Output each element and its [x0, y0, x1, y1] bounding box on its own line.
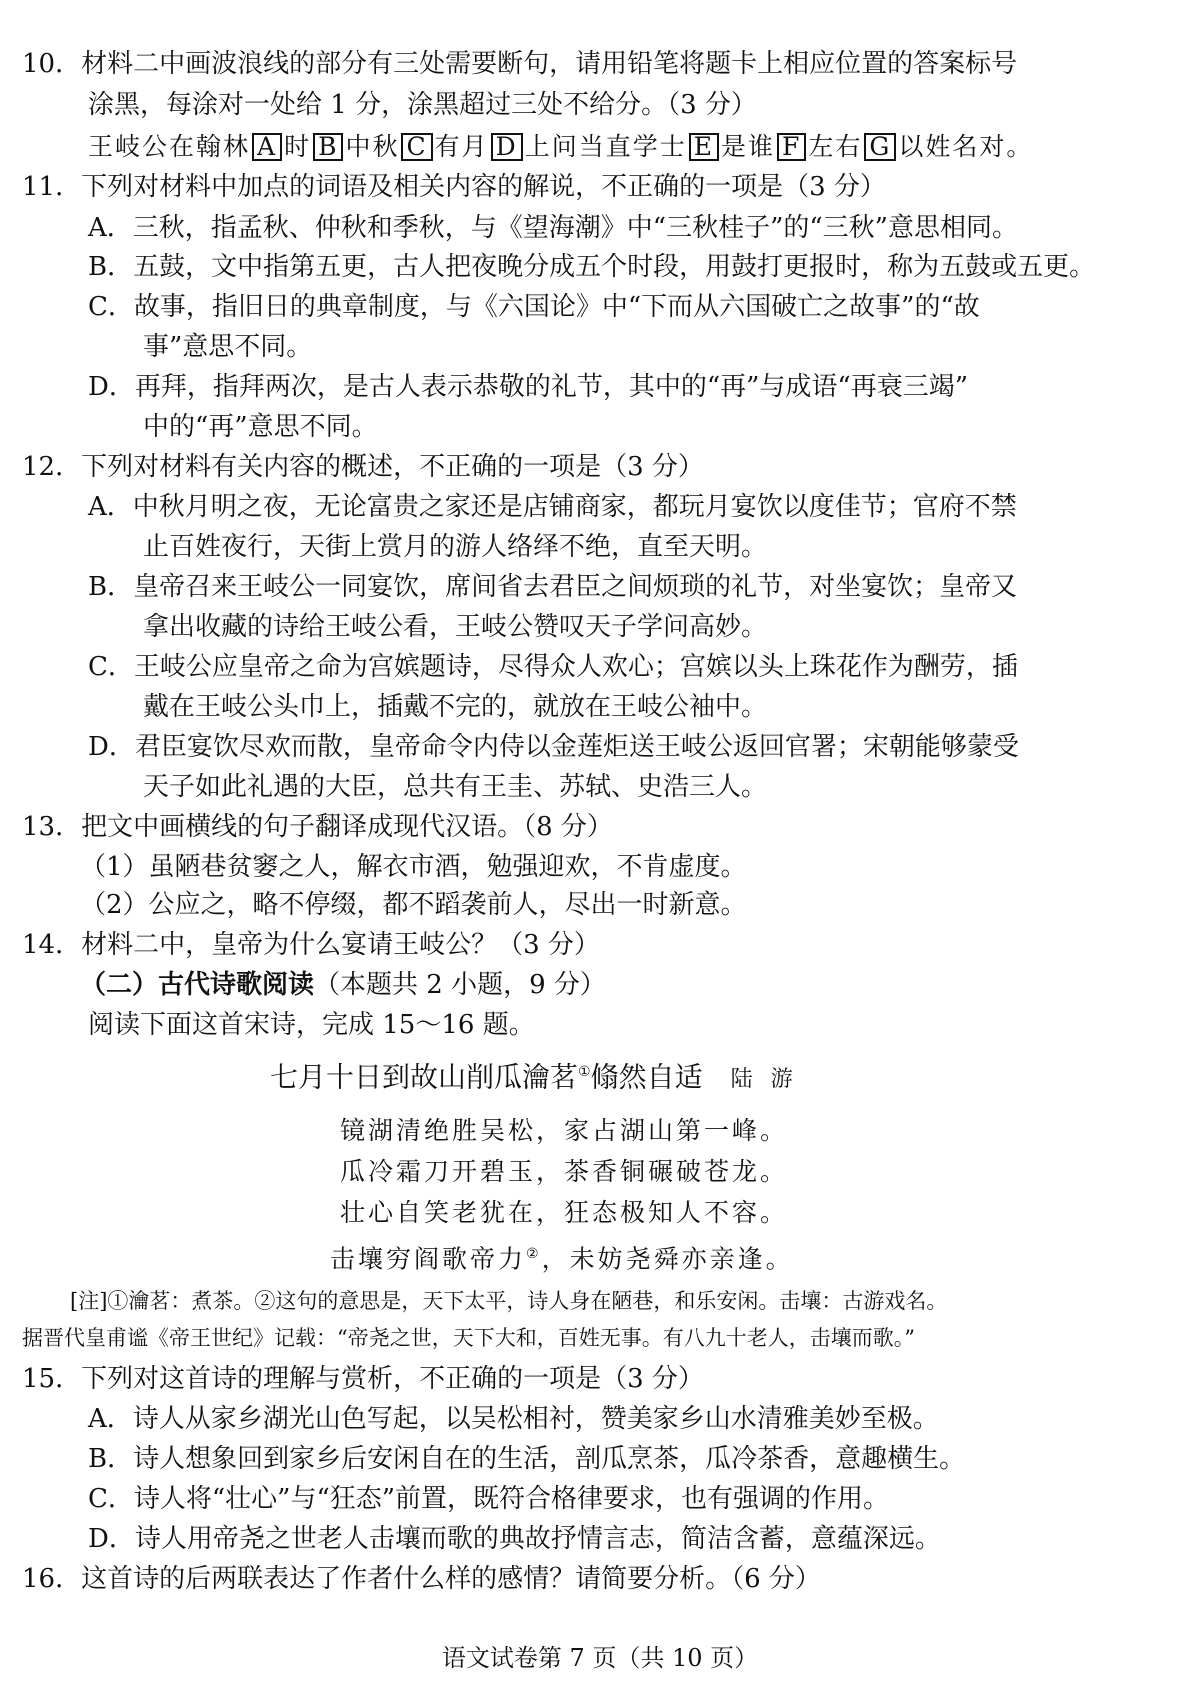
- q11-option-c-line1: C．故事，指旧日的典章制度，与《六国论》中“下而从六国破亡之故事”的“故: [88, 292, 980, 322]
- q10-punctuation-passage: [88, 131, 1033, 163]
- q13-sentence-1: （1）虽陋巷贫窭之人，解衣市酒，勉强迎欢，不肯虚度。: [80, 852, 747, 882]
- q12-option-a-line1: A．中秋月明之夜，无论富贵之家还是店铺商家，都玩月宴饮以度佳节；官府不禁: [88, 492, 1017, 522]
- q15-option-b: B．诗人想象回到家乡后安闲自在的生活，剖瓜烹茶，瓜冷茶香，意趣横生。: [88, 1444, 966, 1474]
- q12-option-d-line2: 天子如此礼遇的大臣，总共有王圭、苏轼、史浩三人。: [143, 772, 768, 802]
- q16-stem: 16．这首诗的后两联表达了作者什么样的感情？请简要分析。（6 分）: [22, 1564, 821, 1594]
- poem-title-part2: 翛然自适: [590, 1060, 703, 1094]
- poem-title: [270, 1055, 811, 1097]
- q12-stem: 12．下列对材料有关内容的概述，不正确的一项是（3 分）: [22, 452, 704, 482]
- q10-stem-line2: 涂黑，每涂对一处给 1 分，涂黑超过三处不给分。（3 分）: [88, 90, 757, 120]
- q11-option-d-line1: D．再拜，指拜两次，是古人表示恭敬的礼节，其中的“再”与成语“再衰三竭”: [88, 372, 969, 402]
- q11-option-c-line2: 事”意思不同。: [143, 332, 313, 362]
- q13-sentence-2: （2）公应之，略不停缀，都不蹈袭前人，尽出一时新意。: [80, 890, 747, 920]
- poem-line-3: 壮心自笑老犹在，狂态极知人不容。: [340, 1198, 789, 1227]
- poem-line-4-note-mark: ②: [526, 1246, 542, 1262]
- q11-option-d-line2: 中的“再”意思不同。: [143, 412, 378, 442]
- poem-line-4-part1: 击壤穷阎歌帝力: [330, 1244, 527, 1274]
- q12-option-b-line1: B．皇帝召来王岐公一同宴饮，席间省去君臣之间烦琐的礼节，对坐宴饮；皇帝又: [88, 572, 1018, 602]
- q10-segment-5: 上问当直学士: [524, 132, 687, 161]
- q10-segment-3: 中秋: [345, 132, 400, 161]
- poem-line-4: [330, 1238, 794, 1275]
- q10-box-a: A: [252, 133, 282, 161]
- section-instruction: 阅读下面这首宋诗，完成 15～16 题。: [88, 1010, 535, 1040]
- q12-option-c-line2: 戴在王岐公头巾上，插戴不完的，就放在王岐公袖中。: [143, 692, 768, 722]
- q10-box-e: E: [689, 133, 719, 161]
- q15-stem: 15．下列对这首诗的理解与赏析，不正确的一项是（3 分）: [22, 1364, 704, 1394]
- q12-option-c-line1: C．王岐公应皇帝之命为宫嫔题诗，尽得众人欢心；宫嫔以头上珠花作为酬劳，插: [88, 652, 1018, 682]
- q10-stem-line1: 10．材料二中画波浪线的部分有三处需要断句，请用铅笔将题卡上相应位置的答案标号: [22, 49, 1018, 79]
- q11-option-a: A．三秋，指孟秋、仲秋和季秋，与《望海潮》中“三秋桂子”的“三秋”意思相同。: [88, 213, 1018, 243]
- q10-segment-8: 以姓名对。: [898, 132, 1034, 161]
- q10-box-b: B: [313, 133, 343, 161]
- q12-option-b-line2: 拿出收藏的诗给王岐公看，王岐公赞叹天子学问高妙。: [143, 612, 768, 642]
- q12-option-d-line1: D．君臣宴饮尽欢而散，皇帝命令内侍以金莲炬送王岐公返回官署；宋朝能够蒙受: [88, 732, 1019, 762]
- poem-line-4-part2: ，未妨尧舜亦亲逢。: [541, 1244, 794, 1274]
- q11-stem: 11．下列对材料中加点的词语及相关内容的解说，不正确的一项是（3 分）: [22, 172, 886, 202]
- poem-title-part1: 七月十日到故山削瓜瀹茗: [270, 1060, 579, 1094]
- poem-line-2: 瓜冷霜刀开碧玉，茶香铜碾破苍龙。: [340, 1157, 789, 1186]
- q10-box-c: C: [401, 133, 432, 161]
- q10-box-d: D: [491, 133, 523, 161]
- q10-segment-1: 王岐公在翰林: [88, 132, 251, 161]
- poem-author: 陆游: [730, 1067, 811, 1093]
- section-heading: [80, 969, 606, 1001]
- poem-title-note-mark: ①: [578, 1064, 591, 1080]
- poem-line-1: 镜湖清绝胜吴松，家占湖山第一峰。: [340, 1116, 789, 1145]
- q10-segment-6: 是谁: [720, 132, 775, 161]
- q10-segment-2: 时: [284, 132, 312, 161]
- q10-segment-7: 左右: [808, 132, 863, 161]
- q15-option-a: A．诗人从家乡湖光山色写起，以吴松相衬，赞美家乡山水清雅美妙至极。: [88, 1404, 939, 1434]
- section-note: （本题共 2 小题，9 分）: [314, 970, 606, 1000]
- section-title: （二）古代诗歌阅读: [80, 970, 315, 1000]
- q10-segment-4: 有月: [434, 132, 489, 161]
- poem-note-line1: [注]①瀹茗：煮茶。②这句的意思是，天下太平，诗人身在陋巷，和乐安闲。击壤：古游戏名。: [70, 1289, 948, 1313]
- q14-stem: 14．材料二中，皇帝为什么宴请王岐公？（3 分）: [22, 930, 600, 960]
- poem-note-line2: 据晋代皇甫谧《帝王世纪》记载：“帝尧之世，天下大和，百姓无事。有八九十老人，击壤而歌。”: [22, 1326, 915, 1350]
- q13-stem: 13．把文中画横线的句子翻译成现代汉语。（8 分）: [22, 812, 613, 842]
- q10-box-g: G: [864, 133, 896, 161]
- q10-box-f: F: [777, 133, 806, 161]
- q15-option-c: C．诗人将“壮心”与“狂态”前置，既符合格律要求，也有强调的作用。: [88, 1484, 890, 1514]
- q11-option-b: B．五鼓，文中指第五更，古人把夜晚分成五个时段，用鼓打更报时，称为五鼓或五更。: [88, 252, 1096, 282]
- q15-option-d: D．诗人用帝尧之世老人击壤而歌的典故抒情言志，简洁含蓄，意蕴深远。: [88, 1524, 941, 1554]
- page-footer: 语文试卷第 7 页（共 10 页）: [441, 1644, 759, 1672]
- q12-option-a-line2: 止百姓夜行，天街上赏月的游人络绎不绝，直至天明。: [143, 532, 768, 562]
